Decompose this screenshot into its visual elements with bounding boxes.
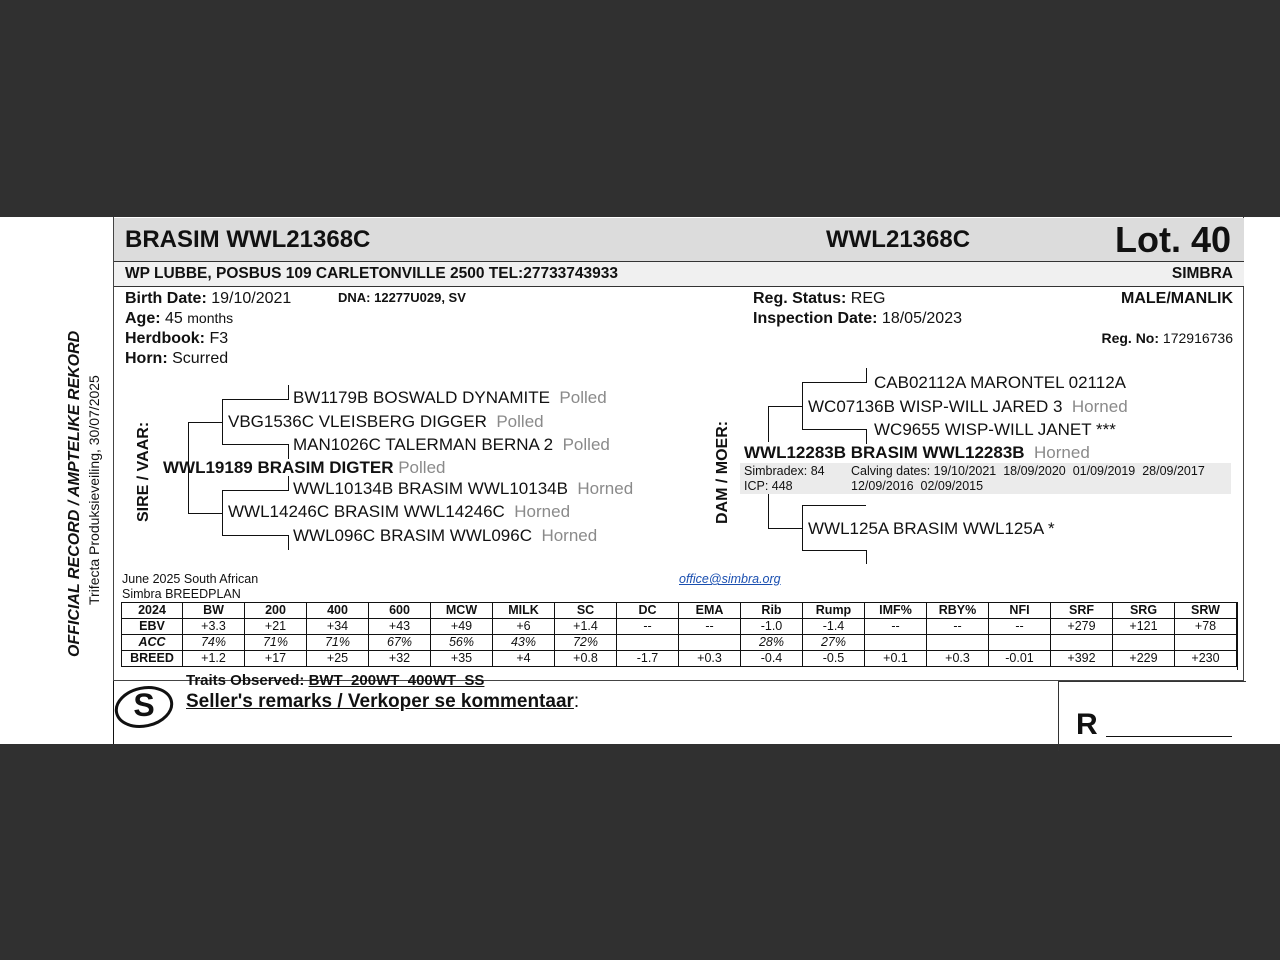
breed-cell: +1.2 [183, 651, 245, 667]
ebv-cell: -1.4 [803, 619, 865, 635]
r-label: R [1076, 708, 1098, 741]
calving-dates-1: Calving dates: 19/10/2021 18/09/2020 01/09/2019 28/09/2017 [851, 464, 1205, 478]
ebv-header-cell: IMF% [865, 603, 927, 619]
acc-cell: 43% [493, 635, 555, 651]
breed-cell: +230 [1175, 651, 1237, 667]
acc-cell: 67% [369, 635, 431, 651]
ebv-header-label: 2024 [122, 603, 183, 619]
breed-cell: +0.1 [865, 651, 927, 667]
ebv-cell: -- [989, 619, 1051, 635]
breed-label: SIMBRA [1171, 265, 1233, 282]
ebv-header-cell: MCW [431, 603, 493, 619]
sire-dam-dam: WWL096C BRASIM WWL096C Horned [293, 526, 598, 545]
ebv-cell: +34 [307, 619, 369, 635]
breedplan-line1: June 2025 South African [122, 572, 259, 586]
sire-sire: VBG1536C VLEISBERG DIGGER Polled [228, 412, 544, 431]
simbra-logo [114, 685, 174, 727]
table-right-border [1237, 602, 1238, 670]
breed-cell: +0.3 [927, 651, 989, 667]
sex: MALE/MANLIK [1121, 290, 1233, 307]
dam-sire: WC07136B WISP-WILL JARED 3 Horned [808, 397, 1128, 416]
dam-sire-sire: CAB02112A MARONTEL 02112A [874, 373, 1126, 392]
ebv-cell: -- [679, 619, 741, 635]
acc-cell: 72% [555, 635, 617, 651]
r-signature-line[interactable] [1106, 736, 1232, 737]
ebv-header-cell: Rump [803, 603, 865, 619]
icp: ICP: 448 [744, 479, 793, 493]
herdbook: Herdbook: F3 [125, 330, 229, 347]
breedplan-line2: Simbra BREEDPLAN [122, 587, 241, 601]
acc-cell [1175, 635, 1237, 651]
calving-dates-2: 12/09/2016 02/09/2015 [851, 479, 984, 493]
ebv-cell: +21 [245, 619, 307, 635]
breed-cell: +229 [1113, 651, 1175, 667]
owner-details: WP LUBBE, POSBUS 109 CARLETONVILLE 2500 TEL:27733743933 [125, 265, 619, 282]
breed-cell: +32 [369, 651, 431, 667]
acc-cell: 27% [803, 635, 865, 651]
lot-card [0, 217, 1280, 744]
age: Age: 45 months [125, 310, 234, 327]
ebv-cell: +279 [1051, 619, 1113, 635]
breed-cell: +4 [493, 651, 555, 667]
acc-cell: 71% [245, 635, 307, 651]
sire-dam-sire: WWL10134B BRASIM WWL10134B Horned [293, 479, 634, 498]
acc-label: ACC [122, 635, 183, 651]
ebv-header-cell: 400 [307, 603, 369, 619]
ebv-header-cell: SC [555, 603, 617, 619]
reg-status: Reg. Status: REG [753, 290, 886, 307]
logo-letter: S [133, 687, 155, 723]
ebv-header-row [122, 603, 1237, 619]
breed-cell: -0.4 [741, 651, 803, 667]
acc-cell [865, 635, 927, 651]
dam-side-label: DAM / MOER: [714, 420, 731, 524]
breed-row [122, 651, 1237, 667]
animal-id: WWL21368C [826, 226, 971, 253]
acc-cell [927, 635, 989, 651]
breed-label: BREED [122, 651, 183, 667]
official-record-label: OFFICIAL RECORD / AMPTELIKE REKORD [66, 330, 83, 657]
ebv-cell: -1.0 [741, 619, 803, 635]
ebv-label: EBV [122, 619, 183, 635]
ebv-header-cell: 600 [369, 603, 431, 619]
breed-cell: +35 [431, 651, 493, 667]
breed-cell: +0.8 [555, 651, 617, 667]
birth-date: Birth Date: 19/10/2021 [125, 290, 292, 307]
acc-cell [1113, 635, 1175, 651]
breed-cell: +17 [245, 651, 307, 667]
dam-dam: WWL125A BRASIM WWL125A * [808, 519, 1055, 538]
breed-cell: +25 [307, 651, 369, 667]
ebv-cell: -- [927, 619, 989, 635]
sellers-remarks: Seller's remarks / Verkoper se kommentaar: [186, 691, 580, 712]
acc-cell [1051, 635, 1113, 651]
sale-source-label: Trifecta Produksieveiling, 30/07/2025 [86, 375, 102, 605]
sire-sire-dam: MAN1026C TALERMAN BERNA 2 Polled [293, 435, 610, 454]
ebv-header-cell: BW [183, 603, 245, 619]
ebv-cell: +49 [431, 619, 493, 635]
ebv-cell: +1.4 [555, 619, 617, 635]
breed-cell: -0.01 [989, 651, 1051, 667]
ebv-header-cell: SRG [1113, 603, 1175, 619]
ebv-header-cell: SRF [1051, 603, 1113, 619]
animal-name: BRASIM WWL21368C [125, 226, 371, 253]
ebv-header-cell: SRW [1175, 603, 1237, 619]
lot-number: Lot. 40 [1115, 219, 1232, 260]
acc-cell: 56% [431, 635, 493, 651]
breed-cell: -1.7 [617, 651, 679, 667]
ebv-header-cell: RBY% [927, 603, 989, 619]
sire-sire-sire: BW1179B BOSWALD DYNAMITE Polled [293, 388, 607, 407]
traits-observed: Traits Observed: BWT 200WT 400WT SS [186, 672, 485, 689]
breed-cell: -0.5 [803, 651, 865, 667]
dam-sire-dam: WC9655 WISP-WILL JANET *** [874, 420, 1116, 439]
dam: WWL12283B BRASIM WWL12283B Horned [744, 443, 1090, 462]
inspection-date: Inspection Date: 18/05/2023 [753, 310, 962, 327]
sire-side-label: SIRE / VAAR: [135, 421, 152, 522]
ebv-header-cell: DC [617, 603, 679, 619]
dna: DNA: 12277U029, SV [338, 290, 466, 305]
ebv-header-cell: Rib [741, 603, 803, 619]
acc-row [122, 635, 1237, 651]
acc-cell [989, 635, 1051, 651]
ebv-cell: +43 [369, 619, 431, 635]
email-link[interactable]: office@simbra.org [679, 572, 781, 586]
acc-cell: 28% [741, 635, 803, 651]
ebv-table [121, 602, 1237, 667]
simbradex: Simbradex: 84 [744, 464, 825, 478]
acc-cell [679, 635, 741, 651]
ebv-cell: -- [865, 619, 927, 635]
acc-cell: 71% [307, 635, 369, 651]
ebv-cell: +121 [1113, 619, 1175, 635]
acc-cell: 74% [183, 635, 245, 651]
acc-cell [617, 635, 679, 651]
ebv-header-cell: EMA [679, 603, 741, 619]
ebv-header-cell: NFI [989, 603, 1051, 619]
reg-number: Reg. No: 172916736 [1101, 330, 1233, 346]
horn-status: Horn: Scurred [125, 350, 229, 367]
ebv-header-cell: MILK [493, 603, 555, 619]
ebv-cell: +3.3 [183, 619, 245, 635]
ebv-header-cell: 200 [245, 603, 307, 619]
ebv-cell: +6 [493, 619, 555, 635]
sire: WWL19189 BRASIM DIGTER Polled [163, 458, 446, 477]
breed-cell: +392 [1051, 651, 1113, 667]
ebv-row [122, 619, 1237, 635]
sire-dam: WWL14246C BRASIM WWL14246C Horned [228, 502, 571, 521]
breed-cell: +0.3 [679, 651, 741, 667]
ebv-cell: -- [617, 619, 679, 635]
ebv-cell: +78 [1175, 619, 1237, 635]
